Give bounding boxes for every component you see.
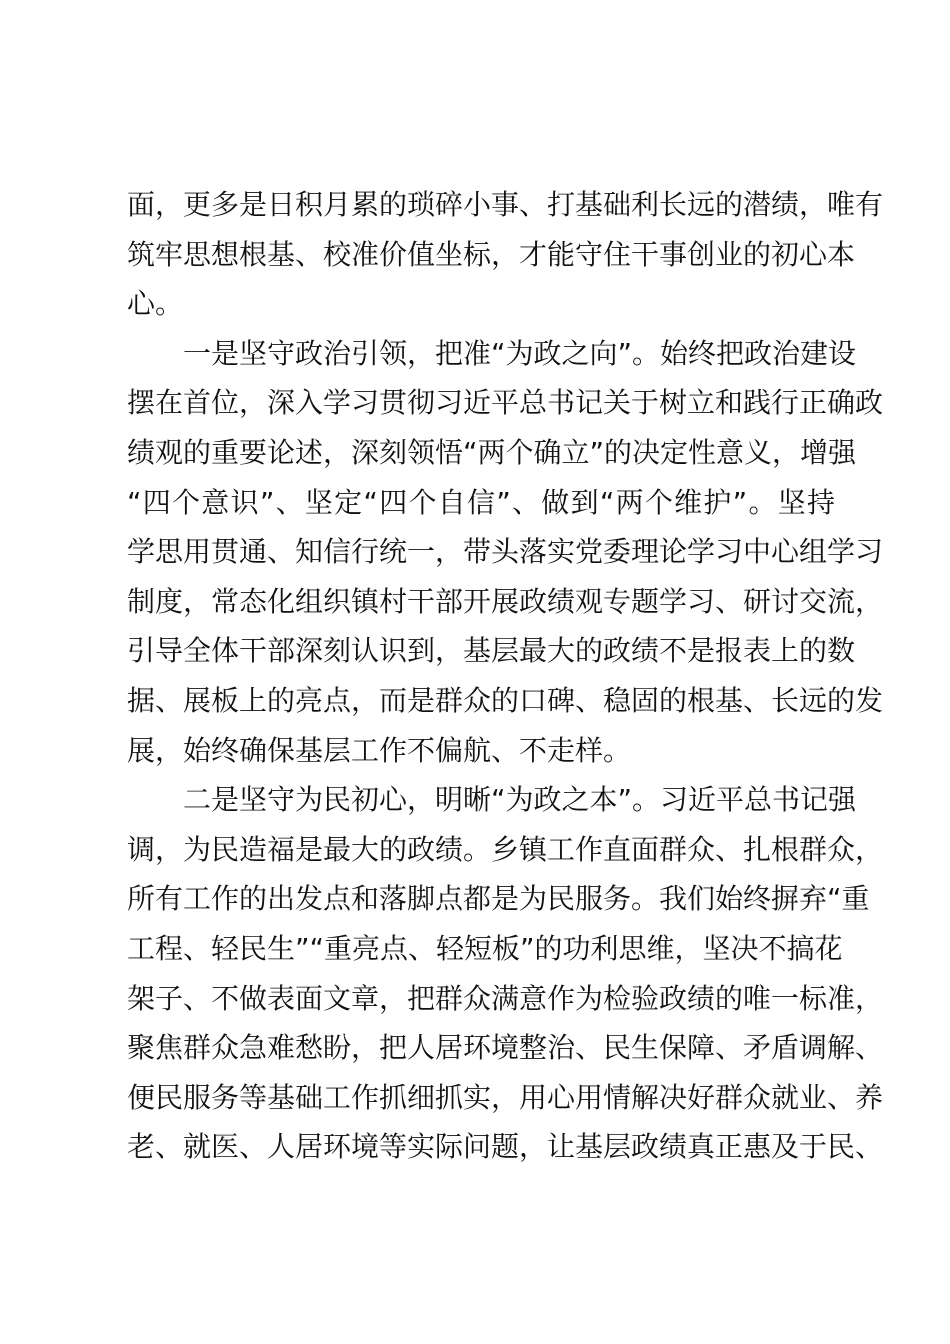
- text-line: 摆在首位，深入学习贯彻习近平总书记关于树立和践行正确政: [127, 386, 884, 420]
- text-line: 制度，常态化组织镇村干部开展政绩观专题学习、研讨交流，: [127, 584, 884, 618]
- text-line: 架子、不做表面文章，把群众满意作为检验政绩的唯一标准，: [127, 981, 884, 1015]
- text-line: 调，为民造福是最大的政绩。乡镇工作直面群众、扎根群众，: [127, 832, 884, 866]
- paragraph-point-one: [127, 329, 884, 775]
- text-line: 筑牢思想根基、校准价值坐标，才能守住干事创业的初心本: [127, 237, 856, 271]
- text-line: 据、展板上的亮点，而是群众的口碑、稳固的根基、长远的发: [127, 683, 884, 717]
- paragraph-point-two: [127, 775, 884, 1172]
- text-line: 心。: [127, 287, 184, 321]
- text-line: 老、就医、人居环境等实际问题，让基层政绩真正惠及于民、: [127, 1130, 884, 1164]
- text-line: 所有工作的出发点和落脚点都是为民服务。我们始终摒弃“重: [127, 882, 870, 916]
- paragraph-intro-tail: [127, 180, 884, 329]
- text-line: 展，始终确保基层工作不偏航、不走样。: [127, 733, 632, 767]
- text-line: 一是坚守政治引领，把准“为政之向”。始终把政治建设: [183, 336, 857, 370]
- text-line: 绩观的重要论述，深刻领悟“两个确立”的决定性意义，增强: [127, 435, 857, 469]
- text-line: 引导全体干部深刻认识到，基层最大的政绩不是报表上的数: [127, 634, 856, 668]
- text-line: 工程、轻民生”“重亮点、轻短板”的功利思维，坚决不搞花: [127, 931, 843, 965]
- text-line: 面，更多是日积月累的琐碎小事、打基础利长远的潜绩，唯有: [127, 188, 884, 221]
- text-line: 聚焦群众急难愁盼，把人居环境整治、民生保障、矛盾调解、: [127, 1031, 884, 1065]
- text-line: 便民服务等基础工作抓细抓实，用心用情解决好群众就业、养: [127, 1080, 884, 1114]
- text-line: “四个意识”、坚定“四个自信”、做到“两个维护”。坚持: [127, 485, 835, 519]
- text-line: 学思用贯通、知信行统一，带头落实党委理论学习中心组学习: [127, 535, 884, 569]
- document-body: [127, 180, 884, 1172]
- text-line: 二是坚守为民初心，明晰“为政之本”。习近平总书记强: [183, 783, 857, 817]
